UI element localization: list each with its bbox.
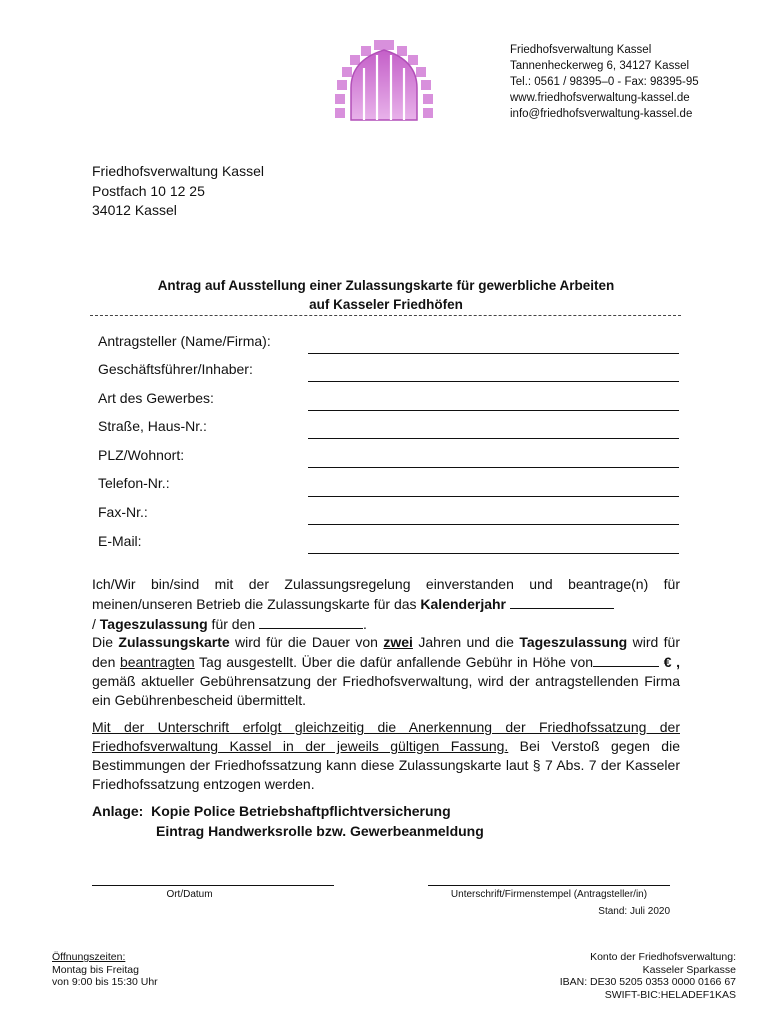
para2-text: wird für die Dauer von [229,634,384,650]
recipient-line: 34012 Kassel [92,202,177,218]
field-label-applicant: Antragsteller (Name/Firma): [98,333,271,349]
business-type-input-line[interactable] [308,410,679,411]
form-title [92,276,680,314]
para1-text: / [92,616,100,632]
bank-line: Konto der Friedhofsverwaltung: [590,951,736,963]
para1-text: für den [207,616,260,632]
day-permit-label: Tageszulassung [99,616,208,632]
para1-text: Ich/Wir bin/sind mit der Zulassungsregelung einverstanden und beantrage(n) für meinen/unseren Betrieb die Zulassungskarte für das [92,576,680,612]
recipient-address [92,162,264,221]
para3-text: Bei Verstoß gegen die Bestimmungen der Friedhofssatzung kann diese Zulassungskarte laut § 7 Abs. 7 der Kasseler Friedhofssatzung entzogen werden. [92,738,680,792]
opening-hours-line: von 9:00 bis 15:30 Uhr [52,976,158,988]
validity-paragraph [92,633,680,710]
field-label-email: E-Mail: [98,533,142,549]
city-input-line[interactable] [308,467,679,468]
cemetery-chapel-window-logo [333,38,435,122]
title-line-1: Antrag auf Ausstellung einer Zulassungskarte für gewerbliche Arbeiten [157,278,615,293]
signature-caption: Unterschrift/Firmenstempel (Antragsteller/in) [450,889,648,900]
sender-line: Friedhofsverwaltung Kassel [510,44,652,56]
sender-line: Tel.: 0561 / 98395–0 - Fax: 98395-95 [510,76,699,88]
euro-sign: € , [659,654,680,670]
permit-card-term: Zulassungskarte [118,634,230,650]
two-years-term: zwei [383,634,413,650]
fax-input-line[interactable] [308,524,679,525]
field-label-manager: Geschäftsführer/Inhaber: [98,361,253,377]
field-label-business-type: Art des Gewerbes: [98,390,214,406]
street-input-line[interactable] [308,438,679,439]
opening-hours-heading: Öffnungszeiten: [52,951,126,963]
para2-text: Jahren und die [412,634,520,650]
opening-hours [52,951,158,989]
statute-acknowledgement: Mit der Unterschrift erfolgt gleichzeitig die Anerkennung der Friedhofssatzung der Friedhofsverwaltung Kassel in der jeweils gültigen Fassung. [92,719,680,754]
para2-text: wird für den [92,634,680,670]
para1-text: . [363,616,367,632]
field-label-city: PLZ/Wohnort: [98,447,185,463]
attachments-block [92,801,484,841]
swift-bic: SWIFT-BIC:HELADEF1KAS [604,988,736,1001]
para2-text: gemäß aktueller Gebührensatzung der Friedhofsverwaltung, wird der antragstellenden Firma ein Gebührenbescheid übermittelt. [92,673,680,708]
field-label-fax: Fax-Nr.: [98,504,148,520]
email-input-line[interactable] [308,553,679,554]
revision-date: Stand: Juli 2020 [598,906,670,917]
applicant-input-line[interactable] [308,353,679,354]
phone-input-line[interactable] [308,496,679,497]
para2-text: Tag ausgestellt. Über die dafür anfallende Gebühr in Höhe von [194,654,594,670]
signature-line[interactable] [428,885,670,886]
consent-paragraph [92,575,680,634]
para2-text: Die [92,634,119,650]
calendar-year-blank[interactable] [510,594,614,609]
sender-address-block [510,42,699,122]
attachment-label: Anlage: [92,803,144,819]
sender-line: info@friedhofsverwaltung-kassel.de [510,108,693,120]
fee-amount-blank[interactable] [593,652,659,667]
sender-line: Tannenheckerweg 6, 34127 Kassel [510,60,690,72]
recipient-line: Postfach 10 12 25 [92,182,205,199]
day-permit-date-blank[interactable] [259,614,363,629]
attachment-item: Eintrag Handwerksrolle bzw. Gewerbeanmeldung [156,823,484,839]
day-permit-term: Tageszulassung [519,634,628,650]
bank-details [480,951,736,1001]
recipient-line: Friedhofsverwaltung Kassel [92,163,264,179]
dashed-divider [90,315,681,316]
calendar-year-label: Kalenderjahr [420,596,506,612]
place-date-caption: Ort/Datum [166,889,213,900]
opening-hours-line: Montag bis Freitag [52,963,139,976]
attachment-item: Kopie Police Betriebshaftpflichtversicherung [151,803,451,819]
field-label-street: Straße, Haus-Nr.: [98,418,207,434]
iban: IBAN: DE30 5205 0353 0000 0166 67 [559,976,736,988]
sender-line: www.friedhofsverwaltung-kassel.de [510,92,690,104]
place-date-line[interactable] [92,885,334,886]
manager-input-line[interactable] [308,381,679,382]
field-label-phone: Telefon-Nr.: [98,475,170,491]
requested-term: beantragten [119,654,195,670]
bank-line: Kasseler Sparkasse [642,963,736,976]
title-line-2: auf Kasseler Friedhöfen [309,297,463,312]
statute-paragraph [92,718,680,794]
